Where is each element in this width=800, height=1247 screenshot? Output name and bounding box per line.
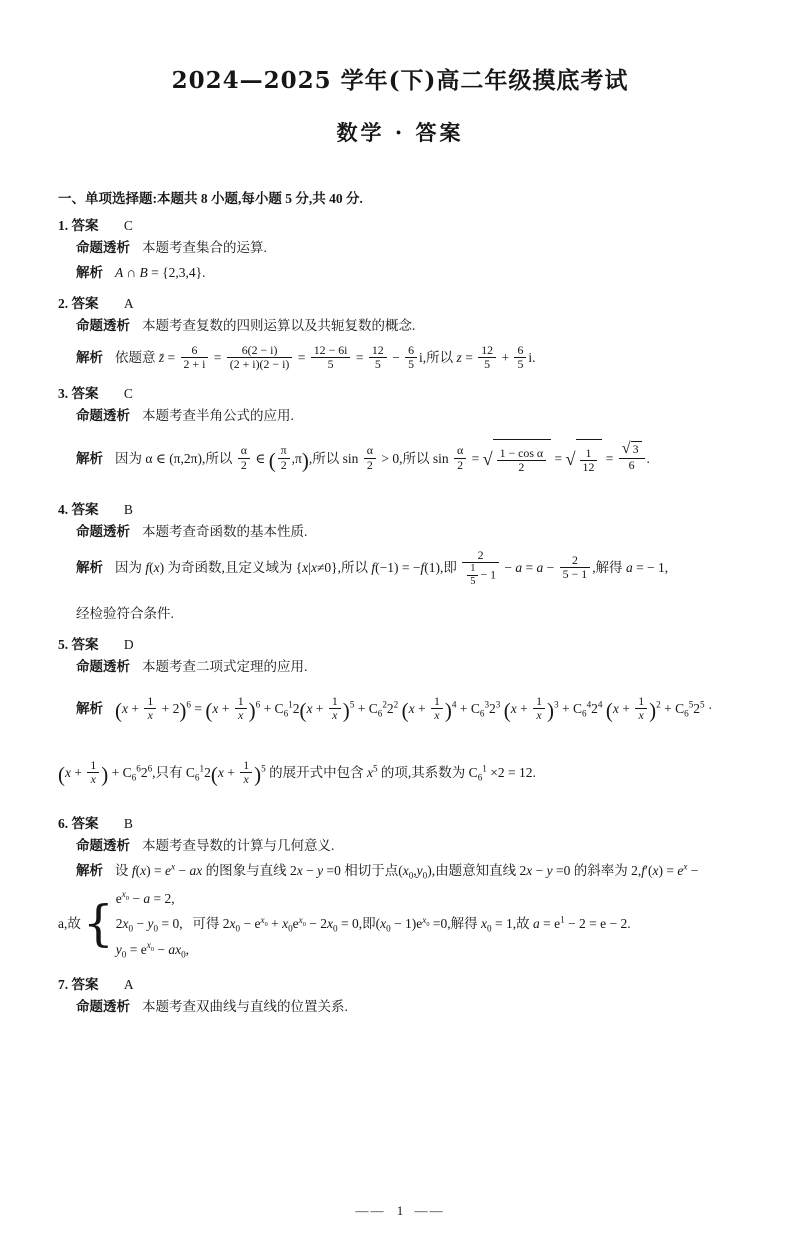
analysis-math-line2: (x + $\frac{1}{x}$ ) + $C_6^62^6$,只有 $C_6^12(x$ + $\frac{1}{x}$ )$^5$ 的展开式中包含 $x^5$ 的项,其系数为 $C_6^1 \times 2 = 12$. xyxy=(58,757,536,787)
question-block-6 xyxy=(58,812,742,962)
answer-value: D xyxy=(123,636,134,652)
page-number: 1 xyxy=(396,1203,404,1218)
insight-label: 命题透析 xyxy=(76,523,130,539)
equation-system-lines: $e^{x_0} - a = 2$, $2x_0 - y_0 = 0$, $y_0 = e^{x_0} - ax_0$, xyxy=(115,889,190,960)
insight-text: 本题考查导数的计算与几何意义. xyxy=(142,838,335,854)
analysis-math: 依题意 z̄ = $\frac{6}{2 + i}$ = $\frac{6(2 - i)}{(2 + i)(2 - i)}$ = $\frac{12 - 6i}{5}$ = $\frac{12}{5}$ − $\frac{6}{5}$ i,所以 z = $\frac{12}{5}$ + $\frac{6}{5}$ i. xyxy=(115,342,536,371)
answer-row xyxy=(58,498,742,518)
analysis-row-brace xyxy=(58,886,742,963)
analysis-row xyxy=(58,860,742,882)
answer-row xyxy=(58,812,742,832)
answer-label: 答案 xyxy=(71,636,99,652)
insight-label: 命题透析 xyxy=(76,317,130,333)
analysis-row xyxy=(58,681,742,742)
analysis-row xyxy=(58,340,742,375)
analysis-row xyxy=(58,262,742,284)
analysis-label: 解析 xyxy=(76,701,103,717)
analysis-row xyxy=(58,546,742,589)
answer-row xyxy=(58,382,742,402)
page-title: 2024—2025 学年(下)高二年级摸底考试 xyxy=(171,67,629,94)
answer-value: A xyxy=(123,976,134,992)
analysis-row-cont xyxy=(58,744,742,805)
insight-label: 命题透析 xyxy=(76,658,130,674)
insight-row xyxy=(58,237,742,259)
analysis-math-line1: (x + $\frac{1}{x}$ + 2)$^6$ = (x + $\frac{1}{x}$ )$^6 + C_6^12(x$ + $\frac{1}{x}$ )$^5 + C_6^22^2$ (x + $\frac{1}{x}$ )$^4 + C_6^32^3$ (x + $\frac{1}{x}$ )$^3 + C_6^42^4$ (x + $\frac{1}{x}$ )$^2 + C_6^52^5$ · xyxy=(115,694,713,723)
question-number: 5. xyxy=(58,636,69,652)
analysis-math-line1: 设 $f(x) = e^x$ − ax 的图象与直线 2x − y =0 相切于点$(x_0,y_0)$,由题意知直线 2x − y =0 的斜率为 $2,f'(x) = e^x$ − xyxy=(115,861,699,882)
insight-label: 命题透析 xyxy=(76,407,130,423)
question-number: 2. xyxy=(58,295,69,311)
question-block-1 xyxy=(58,214,742,285)
answer-row xyxy=(58,973,742,993)
insight-label: 命题透析 xyxy=(76,240,130,255)
analysis-row xyxy=(58,430,742,491)
insight-label: 命题透析 xyxy=(76,998,130,1014)
answer-value: B xyxy=(123,501,133,517)
analysis-math: 因为 α ∈ (π,2π),所以 $\frac{\alpha}{2}$ ∈ ( $\frac{\pi}{2}$ ,π),所以 sin $\frac{\alpha}{2}$ > 0,所以 sin $\frac{\alpha}{2}$ = √ $\frac{\text{1 − cos α}}{2}$ = √ $\frac{1}{12}$ = $\frac{√ 3}{6}$ . xyxy=(115,451,650,466)
answer-label: 答案 xyxy=(71,976,99,992)
answer-value: C xyxy=(123,385,133,401)
answer-row xyxy=(58,633,742,653)
question-number: 7. xyxy=(58,976,69,992)
question-block-5 xyxy=(58,633,742,806)
insight-text: 本题考查奇函数的基本性质. xyxy=(142,523,308,539)
analysis-text-2: 经检验符合条件. xyxy=(76,606,174,622)
answer-row xyxy=(58,214,742,234)
answer-label: 答案 xyxy=(71,385,99,401)
insight-text: 本题考查集合的运算. xyxy=(142,240,267,255)
section-heading: 一、单项选择题:本题共 8 小题,每小题 5 分,共 40 分. xyxy=(58,191,363,206)
insight-row xyxy=(58,835,742,857)
answer-label: 答案 xyxy=(71,501,99,517)
analysis-row-cont xyxy=(58,603,742,625)
analysis-math-line3: 可得 $2x_0 - e^{x_0} + x_0e^{x_0} - 2x_0 = 0$,即$(x_0 - 1)e^{x_0} =0$,解得 $x_0 = 1$,故 $a = e^1 - 2 = e - 2$. xyxy=(189,914,631,934)
insight-text: 本题考查双曲线与直线的位置关系. xyxy=(142,998,348,1014)
insight-text: 本题考查半角公式的应用. xyxy=(142,407,294,423)
answer-value: C xyxy=(123,218,133,233)
question-number: 3. xyxy=(58,385,69,401)
page-subtitle: 数学 · 答案 xyxy=(336,120,464,145)
analysis-label: 解析 xyxy=(76,450,103,466)
insight-text: 本题考查二项式定理的应用. xyxy=(142,658,308,674)
equation-system: a,故 { $e^{x_0} - a = 2$, $2x_0 - y_0 = 0$, $y_0 = e^{x_0} - ax_0$, xyxy=(58,886,189,963)
question-block-4 xyxy=(58,498,742,626)
page-footer xyxy=(0,1203,800,1219)
insight-row xyxy=(58,656,742,678)
answer-value: A xyxy=(123,295,134,311)
insight-label: 命题透析 xyxy=(76,838,130,854)
answer-label: 答案 xyxy=(71,218,99,233)
insight-row xyxy=(58,521,742,543)
answer-label: 答案 xyxy=(71,295,99,311)
question-block-2 xyxy=(58,292,742,375)
analysis-math: 因为 f(x) 为奇函数,且定义域为 {x|x≠0},所以 f(−1) = −f(1),即 2 $\frac{1}{5}$ − 1 − a = a − $\frac{2}{5 - 1}$ ,解得 a = − 1, xyxy=(115,547,669,587)
analysis-label: 解析 xyxy=(76,560,103,576)
insight-row xyxy=(58,996,742,1018)
insight-row xyxy=(58,405,742,427)
answer-row xyxy=(58,292,742,312)
question-number: 6. xyxy=(58,816,69,832)
analysis-text: A ∩ B = {2,3,4}. xyxy=(115,265,206,281)
answer-sheet-page xyxy=(0,62,800,1247)
footer-dash-left: —— xyxy=(355,1203,386,1218)
answer-label: 答案 xyxy=(71,816,99,832)
analysis-label: 解析 xyxy=(76,265,103,281)
question-number: 1. xyxy=(58,218,69,233)
question-block-3 xyxy=(58,382,742,491)
question-block-7 xyxy=(58,973,742,1018)
analysis-label: 解析 xyxy=(76,863,103,879)
answer-value: B xyxy=(123,816,133,832)
footer-dash-right: —— xyxy=(414,1203,445,1218)
question-number: 4. xyxy=(58,501,69,517)
analysis-label: 解析 xyxy=(76,349,103,365)
insight-text: 本题考查复数的四则运算以及共轭复数的概念. xyxy=(142,317,416,333)
insight-row xyxy=(58,315,742,337)
